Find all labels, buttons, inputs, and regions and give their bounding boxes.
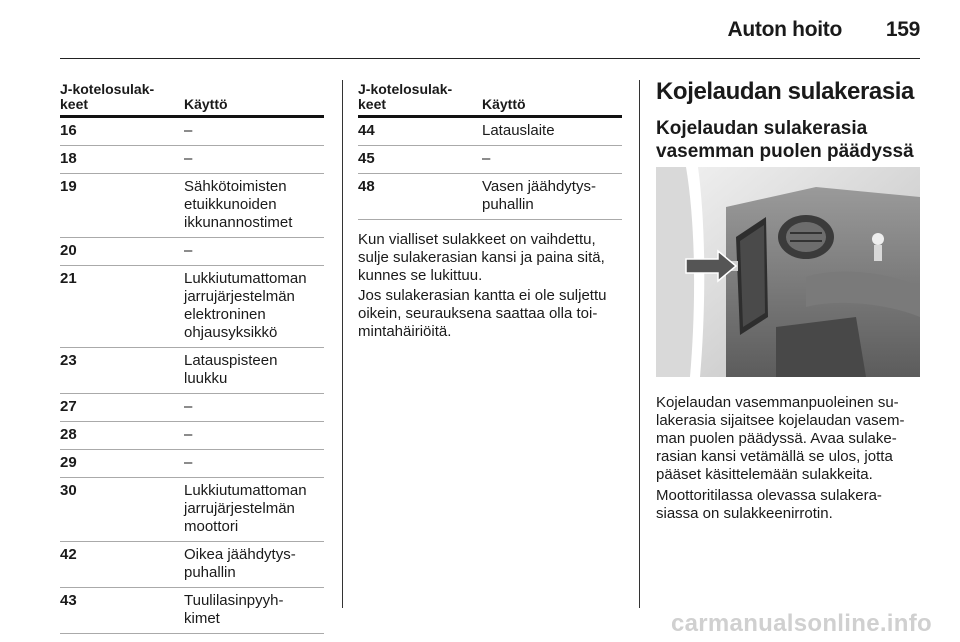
fuse-usage: Tuulilasinpyyh- kimet xyxy=(184,592,284,627)
paragraph-malfunction: Jos sulakerasian kantta ei ole suljettu oikein, seurauksena saattaa olla toi- mintahäiriöitä. xyxy=(358,287,607,340)
fuse-usage: – xyxy=(184,426,193,443)
fuse-table-right xyxy=(358,82,622,220)
fuse-number: 43 xyxy=(60,592,77,609)
table-row xyxy=(60,238,324,266)
fuse-usage: – xyxy=(184,398,193,415)
fuse-number: 16 xyxy=(60,122,77,139)
paragraph-fuse-box-location: Kojelaudan vasemmanpuoleinen su- lakerasia sijaitsee kojelaudan vasem- man puolen päädyssä. Avaa sulake- rasian kansi vetämällä se ulos, jotta pääset käsittelemään sulakkeita. xyxy=(656,394,905,483)
table-row xyxy=(60,422,324,450)
fuse-number: 45 xyxy=(358,150,375,167)
watermark: carmanualsonline.info xyxy=(670,610,932,637)
paragraph-fuse-extractor: Moottoritilassa olevassa sulakera- siassa on sulakkeenirrotin. xyxy=(656,487,882,522)
table-row xyxy=(60,588,324,634)
column-divider xyxy=(342,80,343,608)
header-rule xyxy=(60,58,920,59)
fuse-box-photo xyxy=(656,167,920,377)
table-row xyxy=(358,174,622,220)
section-subheading: Kojelaudan sulakerasia vasemman puolen päädyssä xyxy=(656,118,914,162)
fuse-number: 48 xyxy=(358,178,375,195)
table-row xyxy=(358,146,622,174)
column-header-fuse: J-kotelosulak- keet xyxy=(60,81,155,112)
fuse-number: 21 xyxy=(60,270,77,287)
dashboard-illustration xyxy=(656,167,920,377)
section-heading: Kojelaudan sulakerasia xyxy=(656,78,914,105)
table-row xyxy=(358,118,622,146)
fuse-number: 18 xyxy=(60,150,77,167)
section-title: Auton hoito xyxy=(727,18,842,41)
fuse-number: 28 xyxy=(60,426,77,443)
table-row xyxy=(60,478,324,542)
fuse-table-left xyxy=(60,82,324,634)
column-header-usage: Käyttö xyxy=(184,96,228,112)
table-row xyxy=(60,450,324,478)
fuse-usage: Latauspisteen luukku xyxy=(184,352,278,387)
fuse-usage: – xyxy=(184,454,193,471)
table-row xyxy=(60,146,324,174)
fuse-usage: Latauslaite xyxy=(482,122,555,139)
fuse-number: 29 xyxy=(60,454,77,471)
column-header-usage: Käyttö xyxy=(482,96,526,112)
fuse-usage: – xyxy=(184,150,193,167)
column-divider xyxy=(639,80,640,608)
table-row xyxy=(60,174,324,238)
fuse-usage: Vasen jäähdytys- puhallin xyxy=(482,178,596,213)
fuse-number: 42 xyxy=(60,546,77,563)
fuse-usage: Sähkötoimisten etuikkunoiden ikkunannostimet xyxy=(184,178,293,231)
table-row xyxy=(60,348,324,394)
fuse-number: 30 xyxy=(60,482,77,499)
fuse-number: 44 xyxy=(358,122,375,139)
column-header-fuse: J-kotelosulak- keet xyxy=(358,81,453,112)
fuse-usage: – xyxy=(184,242,193,259)
fuse-number: 23 xyxy=(60,352,77,369)
table-header xyxy=(60,82,324,118)
fuse-number: 20 xyxy=(60,242,77,259)
page-number: 159 xyxy=(885,18,920,41)
table-row xyxy=(60,118,324,146)
table-header xyxy=(358,82,622,118)
fuse-usage: – xyxy=(482,150,491,167)
table-row xyxy=(60,394,324,422)
fuse-number: 27 xyxy=(60,398,77,415)
page-header xyxy=(0,0,960,60)
table-row xyxy=(60,266,324,348)
fuse-usage: Oikea jäähdytys- puhallin xyxy=(184,546,296,581)
paragraph-close-cover: Kun vialliset sulakkeet on vaihdettu, sulje sulakerasian kansi ja paina sitä, kunnes se lukittuu. xyxy=(358,231,605,284)
fuse-number: 19 xyxy=(60,178,77,195)
fuse-usage: Lukkiutumattoman jarrujärjestelmän elektroninen ohjausyksikkö xyxy=(184,270,307,341)
table-row xyxy=(60,542,324,588)
fuse-usage: – xyxy=(184,122,193,139)
fuse-usage: Lukkiutumattoman jarrujärjestelmän moottori xyxy=(184,482,307,535)
